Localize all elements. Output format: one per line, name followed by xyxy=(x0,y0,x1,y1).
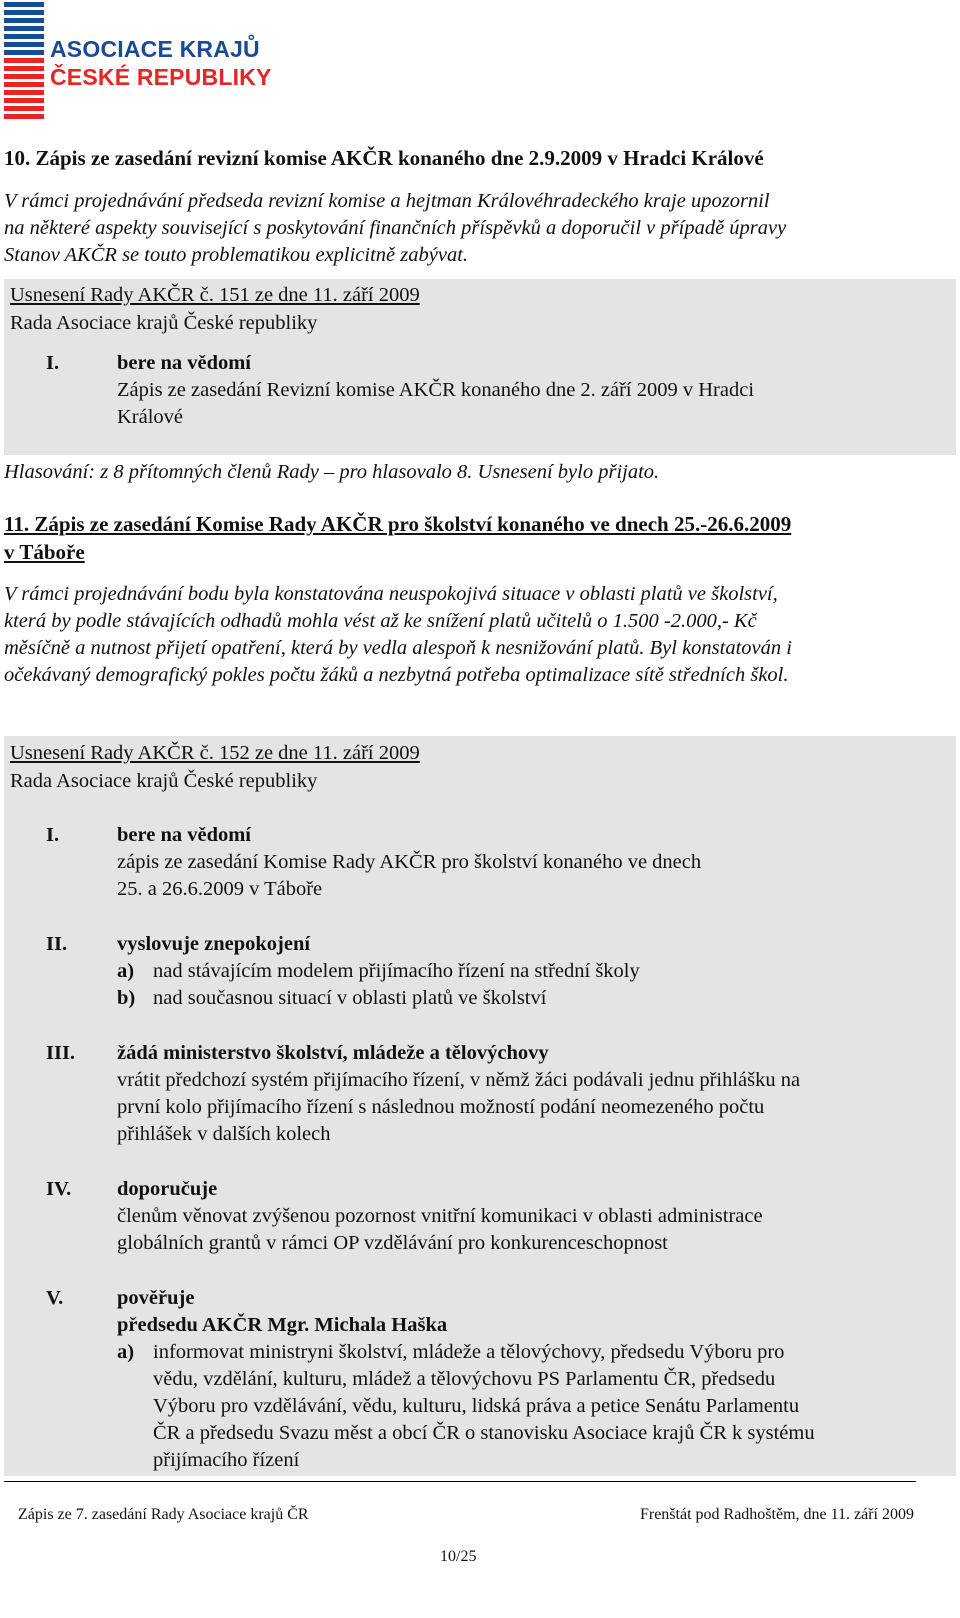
resolution-152-item-verb: bere na vědomí xyxy=(117,824,252,846)
resolution-151-title: Usnesení Rady AKČR č. 151 ze dne 11. září 2009 xyxy=(10,284,420,306)
section-11-intro-line: V rámci projednávání bodu byla konstatována neuspokojivá situace v oblasti platů ve školství, xyxy=(4,583,778,605)
resolution-152-person: předsedu AKČR Mgr. Michala Haška xyxy=(117,1314,448,1336)
resolution-152-item-verb: žádá ministerstvo školství, mládeže a tělovýchovy xyxy=(117,1042,549,1064)
resolution-152-item-verb: doporučuje xyxy=(117,1178,218,1200)
resolution-152-item-line: 25. a 26.6.2009 v Táboře xyxy=(117,878,323,900)
resolution-151-item-num: I. xyxy=(46,352,60,374)
resolution-152-subitem-text: vědu, vzdělání, kulturu, mládež a tělovýchovu PS Parlamentu ČR, předsedu xyxy=(153,1368,776,1390)
section-11-intro-line: očekávaný demografický pokles počtu žáků a nezbytná potřeba optimalizace sítě středních škol. xyxy=(4,664,789,686)
resolution-151-item-verb: bere na vědomí xyxy=(117,352,252,374)
resolution-152-item-line: přihlášek v dalších kolech xyxy=(117,1123,331,1145)
resolution-152-subitem-text: nad stávajícím modelem přijímacího řízení na střední školy xyxy=(153,960,640,982)
section-11-intro-line: která by podle stávajících odhadů mohla vést až ke snížení platů učitelů o 1.500 -2.000,- Kč xyxy=(4,610,757,632)
section-11-intro-line: měsíčně a nutnost přijetí opatření, která by vedla alespoň k nesnižování platů. Byl konstatován i xyxy=(4,637,792,659)
resolution-152-item-num: V. xyxy=(46,1287,64,1309)
logo-text-line1: ASOCIACE KRAJŮ xyxy=(50,36,260,62)
resolution-152-item-num: II. xyxy=(46,933,68,955)
logo-stripe xyxy=(4,106,44,111)
footer-rule xyxy=(4,1481,916,1482)
footer-left: Zápis ze 7. zasedání Rady Asociace krajů ČR xyxy=(18,1506,309,1523)
logo-stripe xyxy=(4,66,44,71)
resolution-152-title: Usnesení Rady AKČR č. 152 ze dne 11. září 2009 xyxy=(10,742,420,764)
resolution-152-subitem-text: informovat ministryni školství, mládeže a tělovýchovy, předsedu Výboru pro xyxy=(153,1341,785,1363)
resolution-152-item-line: globálních grantů v rámci OP vzdělávání pro konkurenceschopnost xyxy=(117,1232,668,1254)
logo-stripe xyxy=(4,18,44,23)
logo-stripe xyxy=(4,34,44,39)
logo-stripes xyxy=(4,2,44,122)
logo-stripe xyxy=(4,98,44,103)
logo-stripe xyxy=(4,90,44,95)
logo-stripe xyxy=(4,58,44,63)
logo-stripe xyxy=(4,50,44,55)
logo-text-line2: ČESKÉ REPUBLIKY xyxy=(50,64,272,90)
resolution-152-item-line: členům věnovat zvýšenou pozornost vnitřní komunikaci v oblasti administrace xyxy=(117,1205,763,1227)
resolution-152-body: Rada Asociace krajů České republiky xyxy=(10,770,318,792)
resolution-152-item-num: IV. xyxy=(46,1178,72,1200)
resolution-152-item-num: III. xyxy=(46,1042,76,1064)
resolution-152-subitem-text: nad současnou situací v oblasti platů ve školství xyxy=(153,987,547,1009)
resolution-152-subitem-label: a) xyxy=(117,1341,135,1363)
section-10-vote: Hlasování: z 8 přítomných členů Rady – pro hlasovalo 8. Usnesení bylo přijato. xyxy=(4,461,660,483)
section-10-intro-line: na některé aspekty související s poskytování finančních příspěvků a doporučil v případě úpravy xyxy=(4,217,787,239)
resolution-152-subitem-label: b) xyxy=(117,987,136,1009)
resolution-152-item-line: první kolo přijímacího řízení s následnou možností podání neomezeného počtu xyxy=(117,1096,765,1118)
resolution-152-subitem-label: a) xyxy=(117,960,135,982)
section-10-intro-line: V rámci projednávání předseda revizní komise a hejtman Královéhradeckého kraje upozornil xyxy=(4,190,770,212)
logo-stripe xyxy=(4,114,44,119)
resolution-152-subitem-text: Výboru pro vzdělávání, vědu, kulturu, lidská práva a petice Senátu Parlamentu xyxy=(153,1395,800,1417)
page-number: 10/25 xyxy=(440,1548,477,1565)
resolution-152-item-verb: pověřuje xyxy=(117,1287,195,1309)
logo-stripe xyxy=(4,42,44,47)
resolution-152-item-verb: vyslovuje znepokojení xyxy=(117,933,311,955)
akcr-logo xyxy=(4,2,274,122)
resolution-152-subitem-text: přijímacího řízení xyxy=(153,1449,300,1471)
resolution-151-item-line: Zápis ze zasedání Revizní komise AKČR konaného dne 2. září 2009 v Hradci xyxy=(117,379,755,401)
logo-stripe xyxy=(4,82,44,87)
section-10-intro-line: Stanov AKČR se touto problematikou explicitně zabývat. xyxy=(4,244,469,266)
logo-stripe xyxy=(4,74,44,79)
section-11-heading-cont: v Táboře xyxy=(4,540,85,564)
logo-stripe xyxy=(4,10,44,15)
section-11-heading: 11. Zápis ze zasedání Komise Rady AKČR pro školství konaného ve dnech 25.-26.6.2009 xyxy=(4,512,792,536)
resolution-152-subitem-text: ČR a předsedu Svazu měst a obcí ČR o stanovisku Asociace krajů ČR k systému xyxy=(153,1422,815,1444)
logo-stripe xyxy=(4,26,44,31)
resolution-152-item-line: vrátit předchozí systém přijímacího řízení, v němž žáci podávali jednu přihlášku na xyxy=(117,1069,801,1091)
logo-stripe xyxy=(4,2,44,7)
resolution-151-body: Rada Asociace krajů České republiky xyxy=(10,312,318,334)
resolution-152-item-line: zápis ze zasedání Komise Rady AKČR pro školství konaného ve dnech xyxy=(117,851,702,873)
resolution-151-item-line: Králové xyxy=(117,406,184,428)
footer-right: Frenštát pod Radhoštěm, dne 11. září 2009 xyxy=(639,1506,914,1523)
resolution-152-item-num: I. xyxy=(46,824,60,846)
section-10-heading: 10. Zápis ze zasedání revizní komise AKČR konaného dne 2.9.2009 v Hradci Králové xyxy=(4,146,764,170)
